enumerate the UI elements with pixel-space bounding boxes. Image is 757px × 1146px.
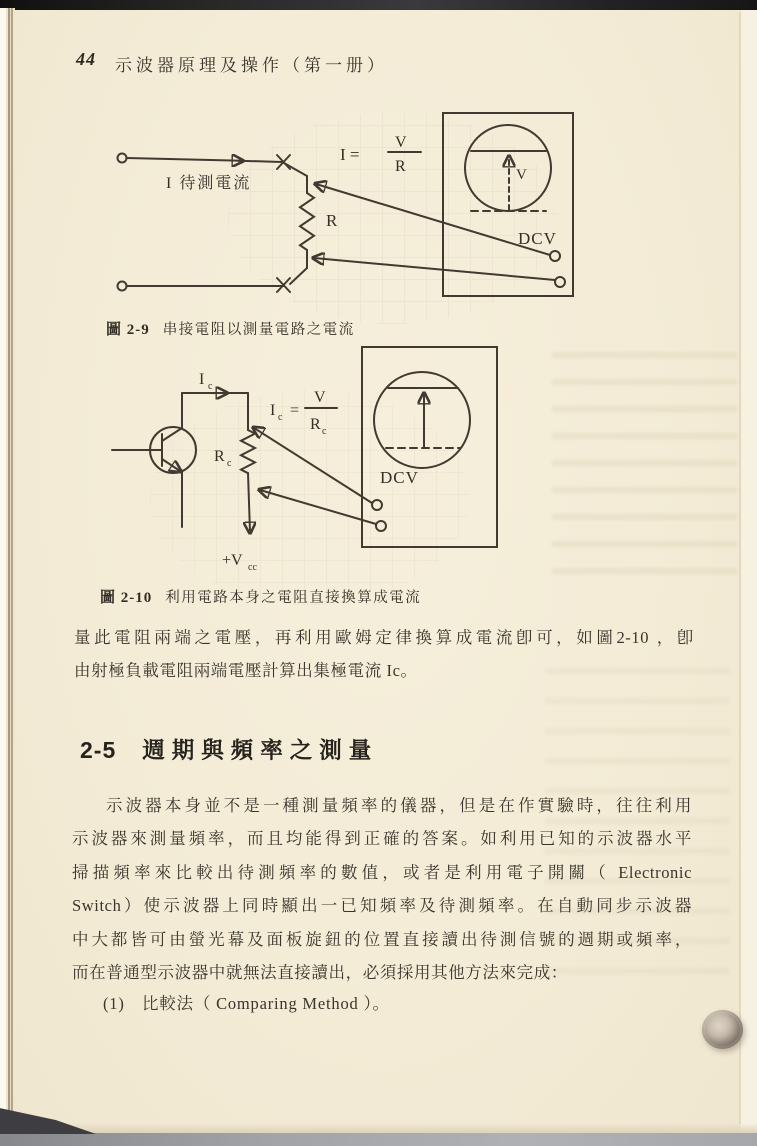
oscilloscope-2-9 [443, 113, 573, 296]
section-number: 2-5 [80, 737, 117, 763]
body-line: 量此電阻兩端之電壓，再利用歐姆定律換算成電流卽可，如圖2-10 ，卽 [74, 628, 694, 647]
fig210-dcv-label: DCV [380, 468, 419, 487]
figure-2-9-caption [106, 318, 355, 339]
input-terminals [118, 154, 127, 291]
caption-text: 利用電路本身之電阻直接換算成電流 [165, 590, 422, 606]
body-line: 而在普通型示波器中就無法直接讀出，必須採用其他方法來完成： [72, 963, 568, 983]
svg-text:c: c [278, 412, 283, 423]
fig29-screen-v-label: V [516, 167, 527, 183]
scope-terminal [550, 251, 560, 261]
transistor-symbol [112, 427, 196, 473]
list-item-comparing-method: (1) 比較法（ Comparing Method ）。 [103, 994, 390, 1013]
paragraph-2 [72, 789, 692, 989]
svg-text:=: = [290, 402, 300, 419]
body-line: 掃描頻率來比較出待測頻率的數值，或者是利用電子開關（ Electronic [72, 862, 692, 882]
scanner-bottom-band [0, 1133, 757, 1146]
fig29-equation [340, 134, 421, 175]
fig29-current-label: I 待測電流 [166, 175, 252, 192]
svg-text:cc: cc [248, 562, 257, 573]
body-line: Switch）使示波器上同時顯出一已知頻率及待測頻率。在自動同步示波器 [72, 896, 692, 916]
running-head-title: 示波器原理及操作（第一册） [115, 56, 388, 75]
fig210-rc-label [214, 448, 232, 469]
figure-2-10-caption [100, 586, 421, 607]
bleedthrough-text-smudge [552, 352, 737, 587]
probe-lines [254, 428, 376, 524]
scope-terminal [376, 521, 386, 531]
shell-blemish-mark [702, 1010, 743, 1049]
fig210-vcc-label [222, 552, 257, 573]
svg-text:+V: +V [222, 552, 243, 569]
caption-text: 串接電阻以測量電路之電流 [162, 322, 355, 338]
section-title: 週期與頻率之測量 [142, 738, 379, 763]
scanner-top-band [0, 0, 757, 10]
caption-number: 圖 2-9 [106, 322, 150, 338]
scope-terminal [372, 500, 382, 510]
svg-text:c: c [227, 458, 232, 469]
page-bottom-edge [0, 1123, 757, 1133]
svg-text:V: V [314, 389, 326, 406]
svg-text:c: c [208, 381, 213, 392]
page-number: 44 [76, 49, 96, 69]
scope-screen [374, 372, 470, 468]
body-line: 中大都皆可由螢光幕及面板旋鈕的位置直接讀出待測信號的週期或頻率， [72, 929, 692, 949]
fig210-ic-label [199, 371, 213, 392]
body-line: 由射極負載電阻兩端電壓計算出集極電流 Ic。 [74, 661, 418, 681]
figure-2-10-diagram [100, 340, 520, 580]
resistor-symbol [241, 430, 255, 473]
svg-text:I: I [270, 402, 276, 419]
caption-number: 圖 2-10 [100, 590, 153, 606]
figure-2-9-diagram [90, 98, 590, 330]
fig29-dcv-label: DCV [518, 229, 557, 248]
body-line: 示波器來測量頻率，而且均能得到正確的答案。如利用已知的示波器水平 [72, 829, 692, 849]
svg-text:c: c [322, 426, 327, 437]
fig210-equation [270, 389, 337, 437]
right-paper-margin [741, 10, 757, 1133]
section-heading [80, 733, 378, 765]
svg-text:I =: I = [340, 145, 360, 164]
left-page-edges [0, 8, 18, 1134]
svg-text:V: V [395, 134, 407, 151]
resistor-symbol [300, 193, 314, 250]
scope-terminal [555, 277, 565, 287]
svg-text:R: R [214, 448, 225, 465]
svg-text:R: R [395, 158, 406, 175]
break-x-marks [277, 155, 290, 292]
body-line: 示波器本身並不是一種測量頻率的儀器，但是在作實驗時，往往利用 [106, 796, 692, 815]
oscilloscope-2-10 [362, 347, 497, 547]
fig29-resistor-label: R [326, 211, 338, 230]
svg-text:I: I [199, 371, 205, 388]
svg-text:R: R [310, 416, 321, 433]
paragraph-1 [74, 621, 694, 688]
